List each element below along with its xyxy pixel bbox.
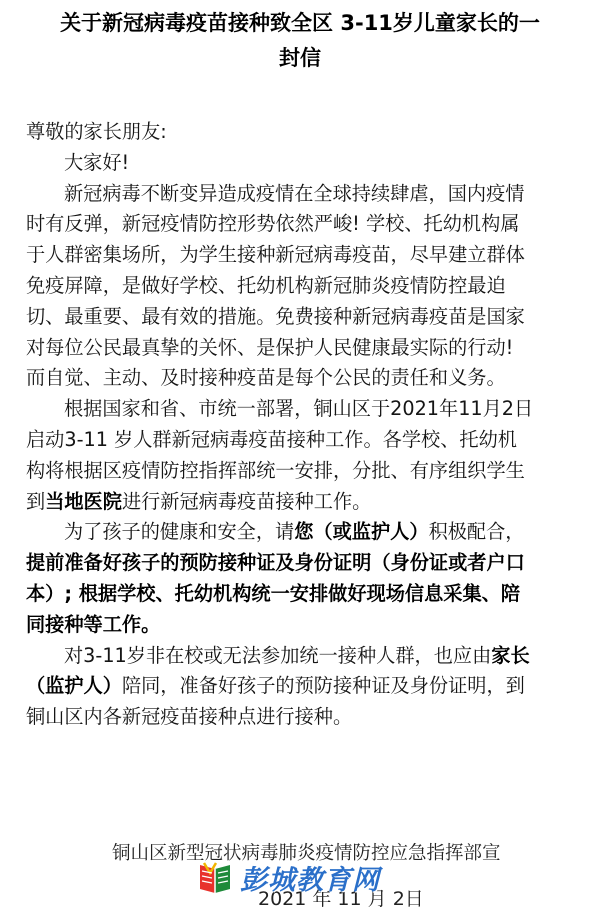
para3-line bbox=[26, 517, 586, 548]
para4-text: 对3-11岁非在校或无法参加统一接种人群，也应由 bbox=[64, 643, 492, 667]
para1-line: 免疫屏障，是做好学校、托幼机构新冠肺炎疫情防控最迫 bbox=[26, 273, 506, 297]
para3-bold-line: 本）; 根据学校、托幼机构统一安排做好现场信息采集、陪 bbox=[26, 581, 521, 605]
para4-line: 铜山区内各新冠疫苗接种点进行接种。 bbox=[26, 705, 353, 729]
para2-text: 进行新冠病毒疫苗接种工作。 bbox=[121, 489, 372, 513]
emphasis-guardian-2: （监护人） bbox=[26, 674, 122, 698]
para1-line: 对每位公民最真挚的关怀、是保护人民健康最实际的行动! bbox=[26, 335, 514, 359]
book-icon bbox=[196, 861, 234, 895]
watermark-logo bbox=[196, 858, 380, 897]
para1-line: 于人群密集场所，为学生接种新冠病毒疫苗，尽早建立群体 bbox=[26, 243, 525, 267]
letter-date: 2021 年 11 月 2日 bbox=[258, 888, 424, 910]
letter-title bbox=[0, 6, 600, 76]
para3-text: 为了孩子的健康和安全，请 bbox=[64, 520, 295, 544]
para1-line: 切、最重要、最有效的措施。免费接种新冠病毒疫苗是国家 bbox=[26, 304, 525, 328]
salutation: 尊敬的家长朋友: bbox=[26, 120, 167, 143]
para2-line bbox=[26, 487, 586, 518]
title-line-2: 封信 bbox=[279, 46, 321, 70]
para4-text: 陪同，准备好孩子的预防接种证及身份证明，到 bbox=[121, 674, 525, 698]
emphasis-local-hospital: 当地医院 bbox=[45, 489, 122, 513]
signature: 铜山区新型冠状病毒肺炎疫情防控应急指挥部宣 bbox=[112, 843, 501, 864]
para1-line: 新冠病毒不断变异造成疫情在全球持续肆虐，国内疫情 bbox=[64, 181, 525, 205]
emphasis-guardian: 您（或监护人） bbox=[294, 520, 429, 544]
para2-line: 构将根据区疫情防控指挥部统一安排，分批、有序组织学生 bbox=[26, 458, 525, 482]
greeting: 大家好! bbox=[64, 150, 130, 174]
emphasis-parent: 家长 bbox=[491, 643, 530, 667]
letter-body bbox=[26, 117, 586, 733]
para2-text: 到 bbox=[26, 489, 46, 513]
para2-line: 启动3-11 岁人群新冠病毒疫苗接种工作。各学校、托幼机 bbox=[26, 427, 517, 451]
para1-line: 时有反弹，新冠疫情防控形势依然严峻! 学校、托幼机构属 bbox=[26, 212, 520, 236]
para4-line bbox=[26, 671, 586, 702]
title-line-1: 关于新冠病毒疫苗接种致全区 3-11岁儿童家长的一 bbox=[60, 11, 540, 35]
para3-bold-line: 同接种等工作。 bbox=[26, 612, 161, 636]
para1-line: 而自觉、主动、及时接种疫苗是每个公民的责任和义务。 bbox=[26, 366, 506, 390]
para3-text: 积极配合， bbox=[428, 520, 525, 544]
para2-line: 根据国家和省、市统一部署，铜山区于2021年11月2日 bbox=[64, 397, 534, 421]
para3-bold-line: 提前准备好孩子的预防接种证及身份证明（身份证或者户口 bbox=[26, 551, 525, 575]
watermark-text: 彭城教育网 bbox=[240, 865, 380, 896]
para4-line bbox=[26, 641, 586, 672]
